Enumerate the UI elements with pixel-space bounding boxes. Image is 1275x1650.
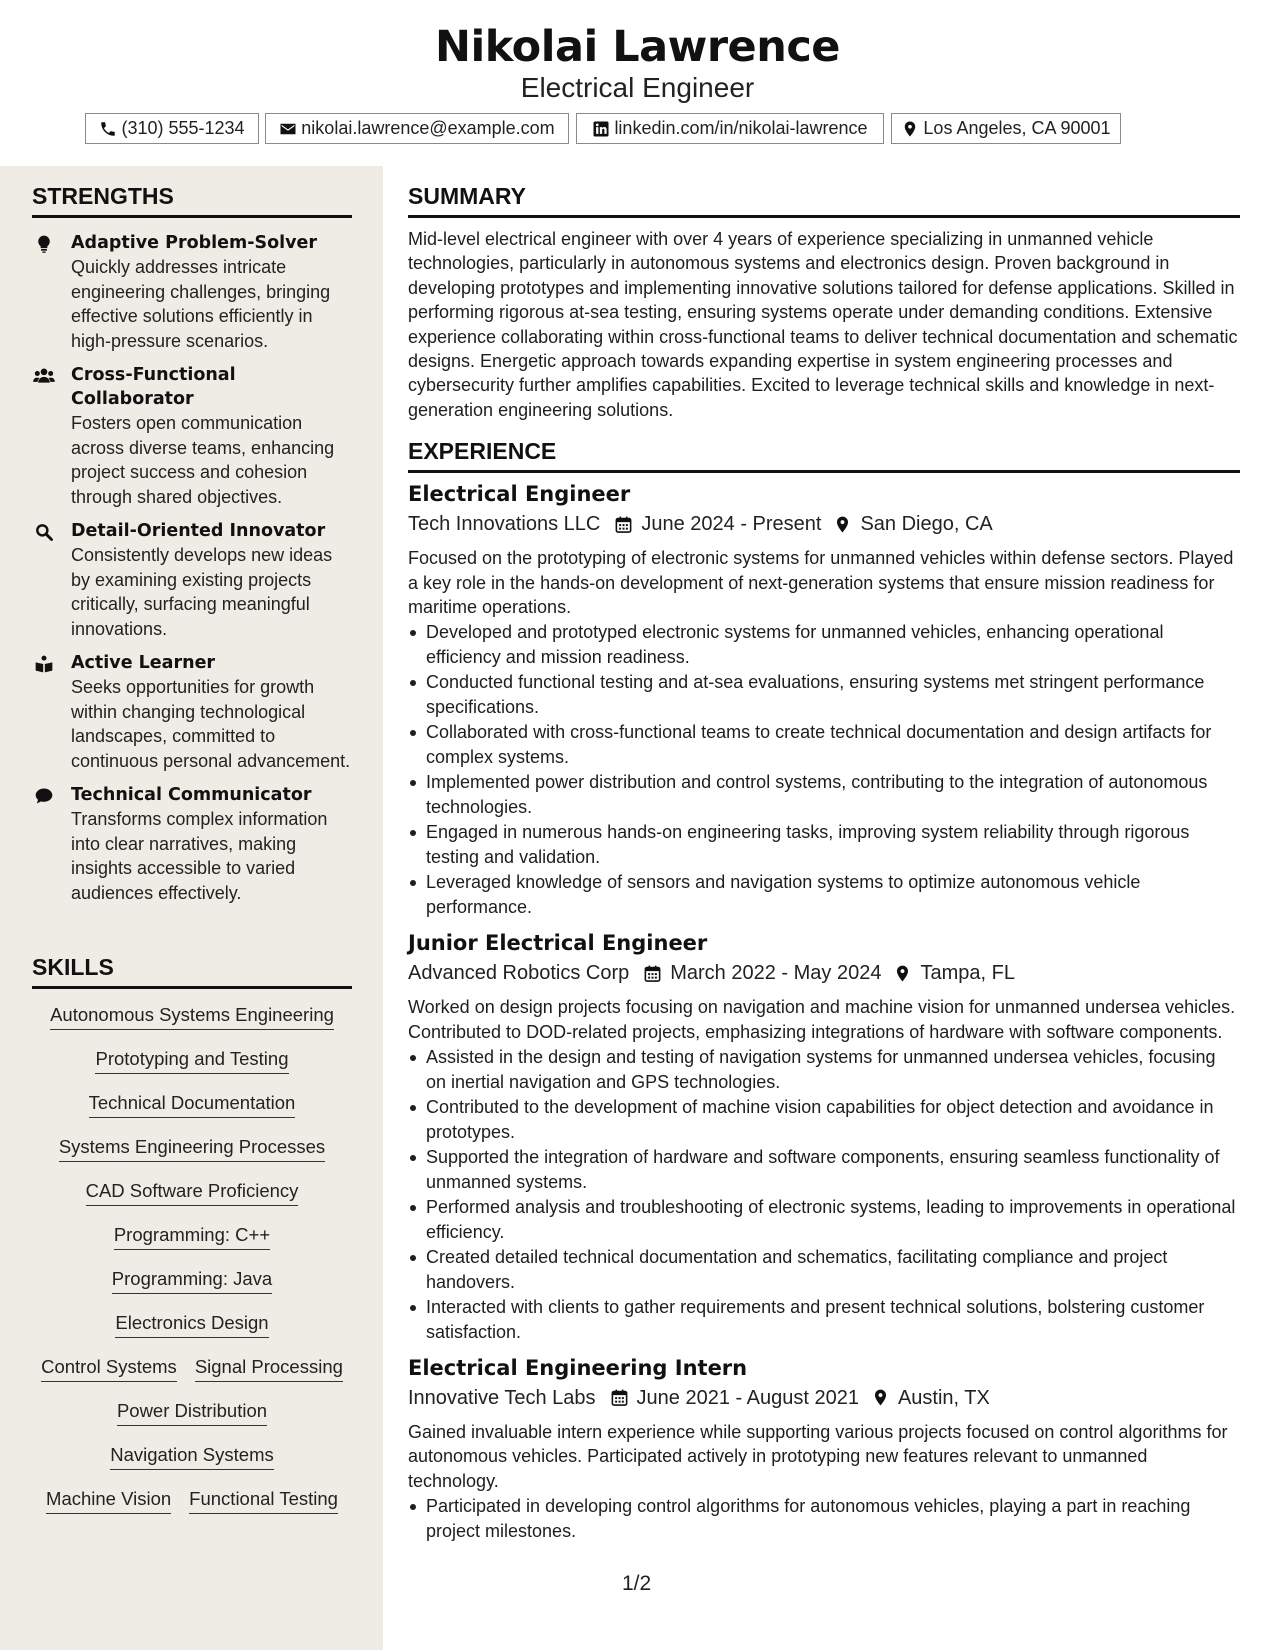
strength-title: Technical Communicator: [71, 785, 312, 805]
skills-section: [32, 954, 352, 1531]
users-icon: [32, 366, 56, 386]
skill-tag: Technical Documentation: [89, 1091, 296, 1118]
reader-icon: [34, 654, 54, 674]
speech-bubble-icon: [34, 786, 54, 806]
job-company: Advanced Robotics Corp: [408, 962, 630, 985]
skill-tag: Electronics Design: [115, 1311, 268, 1338]
job-bullet: Interacted with clients to gather requirements and present technical solutions, bolstering customer satisfaction.: [408, 1295, 1240, 1344]
main-content: [408, 166, 1240, 1544]
strength-item: [32, 783, 352, 905]
job-entry: [408, 479, 1240, 919]
skill-tag: Autonomous Systems Engineering: [50, 1003, 334, 1030]
job-bullet: Contributed to the development of machine vision capabilities for object detection and avoidance in prototypes.: [408, 1095, 1240, 1144]
skill-row: [32, 1179, 352, 1206]
summary-section: [408, 183, 1240, 422]
strength-item: [32, 363, 352, 509]
skills-list: [32, 989, 352, 1514]
magnifier-icon: [34, 522, 54, 542]
job-description: Worked on design projects focusing on navigation and machine vision for unmanned undersea vehicles. Contributed to DOD-related projects, emphasizing integrations of hardware with software components.: [408, 997, 1236, 1042]
strength-item: [32, 519, 352, 641]
job-bullet: Conducted functional testing and at-sea evaluations, ensuring systems met stringent performance specifications.: [408, 670, 1240, 719]
job-description: Gained invaluable intern experience while supporting various projects focused on control algorithms for autonomous vehicles. Participated actively in prototyping new features relevant to unmanned technology.: [408, 1421, 1228, 1491]
skill-tag: Control Systems: [41, 1355, 177, 1382]
contact-bar: [0, 113, 1275, 145]
skill-row: [32, 1355, 352, 1382]
job-entry: [408, 1353, 1240, 1543]
job-bullet: Collaborated with cross-functional teams to create technical documentation and design artifacts for complex systems.: [408, 720, 1240, 769]
calendar-icon: [643, 964, 662, 983]
sidebar: [0, 166, 383, 1650]
contact-phone[interactable]: [85, 113, 259, 144]
job-title: Electrical Engineering Intern: [408, 1355, 748, 1380]
strengths-section: [32, 183, 352, 905]
job-bullets: [408, 620, 1240, 919]
skill-tag: Functional Testing: [189, 1487, 338, 1514]
linkedin-icon: [592, 120, 610, 138]
job-dates: June 2021 - August 2021: [636, 1386, 859, 1409]
skill-row: [32, 1443, 352, 1470]
calendar-icon: [614, 515, 633, 534]
skill-row: [32, 1003, 352, 1030]
job-bullets: [408, 1494, 1240, 1543]
skill-row: [32, 1047, 352, 1074]
jobs-list: [408, 479, 1240, 1543]
contact-location[interactable]: [891, 113, 1121, 144]
skills-heading: SKILLS: [32, 954, 352, 989]
job-bullet: Supported the integration of hardware and software components, ensuring seamless functionality of unmanned systems.: [408, 1145, 1240, 1194]
strength-item: [32, 651, 352, 773]
strength-title: Detail-Oriented Innovator: [71, 521, 326, 541]
map-pin-icon: [871, 1388, 890, 1407]
job-bullet: Engaged in numerous hands-on engineering tasks, improving system reliability through rigorous testing and validation.: [408, 820, 1240, 869]
skill-tag: Machine Vision: [46, 1487, 171, 1514]
job-meta: [408, 958, 1240, 988]
candidate-name: Nikolai Lawrence: [435, 22, 840, 72]
skill-row: [32, 1135, 352, 1162]
skill-row: [32, 1487, 352, 1514]
job-title: Junior Electrical Engineer: [408, 931, 708, 956]
page-indicator: 1/2: [622, 1572, 652, 1595]
summary-heading: SUMMARY: [408, 183, 1240, 218]
job-dates: March 2022 - May 2024: [670, 962, 882, 985]
job-bullet: Performed analysis and troubleshooting of electronic systems, leading to improvements in operational efficiency.: [408, 1195, 1240, 1244]
job-location: Tampa, FL: [920, 962, 1015, 985]
skill-tag: CAD Software Proficiency: [86, 1179, 299, 1206]
job-company: Innovative Tech Labs: [408, 1386, 596, 1409]
strength-item: [32, 231, 352, 353]
job-bullet: Leveraged knowledge of sensors and navigation systems to optimize autonomous vehicle performance.: [408, 870, 1240, 919]
job-meta: [408, 509, 1240, 539]
skill-row: [32, 1223, 352, 1250]
map-pin-icon: [833, 515, 852, 534]
skill-tag: Power Distribution: [117, 1399, 267, 1426]
email-text: nikolai.lawrence@example.com: [301, 118, 555, 138]
phone-text: (310) 555-1234: [121, 118, 245, 138]
strengths-heading: STRENGTHS: [32, 183, 352, 218]
contact-linkedin[interactable]: [576, 113, 884, 144]
experience-section: [408, 438, 1240, 1543]
strength-desc: Seeks opportunities for growth within changing technological landscapes, committed to continuous personal advancement.: [71, 677, 351, 771]
envelope-icon: [279, 120, 297, 138]
skill-tag: Systems Engineering Processes: [59, 1135, 325, 1162]
job-company: Tech Innovations LLC: [408, 513, 601, 536]
strength-desc: Fosters open communication across diverse teams, enhancing project success and cohesion through shared objectives.: [71, 413, 335, 507]
skill-row: [32, 1091, 352, 1118]
job-location: Austin, TX: [897, 1386, 990, 1409]
job-bullet: Developed and prototyped electronic systems for unmanned vehicles, enhancing operational efficiency and mission readiness.: [408, 620, 1240, 669]
skill-row: [32, 1267, 352, 1294]
skill-tag: Signal Processing: [195, 1355, 343, 1382]
job-meta: [408, 1383, 1240, 1413]
strength-title: Adaptive Problem-Solver: [71, 233, 318, 253]
resume-header: [0, 0, 1275, 166]
skill-row: [32, 1399, 352, 1426]
job-bullet: Created detailed technical documentation and schematics, facilitating compliance and project handovers.: [408, 1245, 1240, 1294]
strength-desc: Consistently develops new ideas by examining existing projects critically, surfacing meaningful innovations.: [71, 545, 333, 639]
skill-tag: Programming: C++: [114, 1223, 270, 1250]
skill-tag: Prototyping and Testing: [95, 1047, 288, 1074]
job-entry: [408, 928, 1240, 1344]
lightbulb-icon: [34, 234, 54, 254]
skill-row: [32, 1311, 352, 1338]
job-bullet: Implemented power distribution and control systems, contributing to the integration of autonomous technologies.: [408, 770, 1240, 819]
job-bullets: [408, 1045, 1240, 1344]
job-bullet: Assisted in the design and testing of navigation systems for unmanned undersea vehicles, focusing on inertial navigation and GPS technologies.: [408, 1045, 1240, 1094]
strength-title: Cross-Functional Collaborator: [71, 365, 236, 409]
experience-heading: EXPERIENCE: [408, 438, 1240, 473]
calendar-icon: [610, 1388, 629, 1407]
summary-text: Mid-level electrical engineer with over 4 years of experience specializing in unmanned vehicle technologies, particularly in autonomous systems and electronics design. Proven background in developing prototypes and implementing innovative solutions tailored for defense applications. Skilled in performing rigorous at-sea testing, ensuring systems operate under demanding conditions. Extensive experience collaborating within cross-functional teams to deliver technical documentation and schematic designs. Energetic approach towards expanding expertise in system engineering processes and cybersecurity further amplifies capabilities. Excited to leverage technical skills and knowledge in next-generation engineering solutions.: [408, 229, 1238, 420]
phone-icon: [99, 120, 117, 138]
job-location: San Diego, CA: [860, 513, 993, 536]
skill-tag: Navigation Systems: [110, 1443, 273, 1470]
job-bullet: Participated in developing control algorithms for autonomous vehicles, playing a part in reaching project milestones.: [408, 1494, 1240, 1543]
location-text: Los Angeles, CA 90001: [923, 118, 1111, 138]
map-pin-icon: [893, 964, 912, 983]
skill-tag: Programming: Java: [112, 1267, 272, 1294]
job-dates: June 2024 - Present: [641, 513, 822, 536]
strength-desc: Transforms complex information into clear narratives, making insights accessible to varied audiences effectively.: [71, 809, 328, 903]
candidate-role: Electrical Engineer: [520, 72, 755, 103]
map-pin-icon: [901, 120, 919, 138]
strength-desc: Quickly addresses intricate engineering challenges, bringing effective solutions efficiently in high-pressure scenarios.: [71, 257, 331, 351]
job-title: Electrical Engineer: [408, 482, 631, 507]
job-description: Focused on the prototyping of electronic systems for unmanned vehicles within defense sectors. Played a key role in the hands-on development of next-generation systems that ensure mission readiness for maritime operations.: [408, 548, 1234, 618]
linkedin-text: linkedin.com/in/nikolai-lawrence: [614, 118, 868, 138]
strength-title: Active Learner: [71, 653, 216, 673]
contact-email[interactable]: [265, 113, 569, 144]
